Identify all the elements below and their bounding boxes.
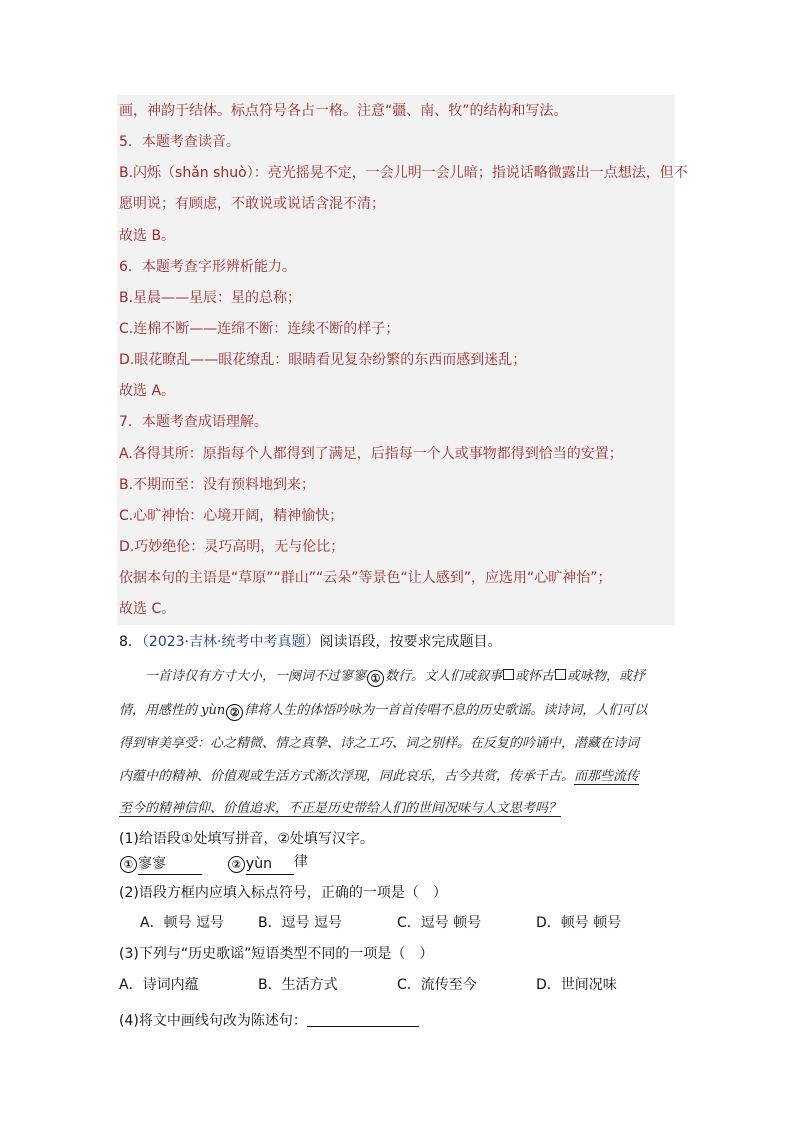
subquestion-3: (3)下列与“历史歌谣”短语类型不同的一项是（ ） — [119, 946, 434, 962]
answer-blank-1: 寥寥 — [138, 854, 202, 875]
answer-line-1: 画，神韵于结体。标点符号各占一格。注意“疆、南、牧”的结构和写法。 — [119, 103, 568, 119]
answer-line-5: 故选 B。 — [119, 228, 176, 244]
punctuation-box-2 — [555, 669, 566, 680]
answer-line-10: 故选 A。 — [119, 383, 176, 399]
subquestion-1: (1)给语段①处填写拼音，②处填写汉字。 — [119, 831, 374, 847]
passage-line-4: 内蕴中的精神、价值观或生活方式渐次浮现，同此哀乐，古今共赏，传承千古。而那些流传 — [119, 769, 640, 784]
answer-line-7: B.星晨——星辰：星的总称； — [119, 290, 302, 306]
subquestion-1-answer: ① 寥寥 ② yùn 律 — [119, 852, 308, 875]
answer-line-3: B.闪烁（shǎn shuò）：亮光摇晃不定，一会儿明一会儿暗；指说话略微露出一点想法，但不 — [119, 165, 688, 181]
answer-line-12: A.各得其所：原指每个人都得到了满足，后指每一个人或事物都得到恰当的安置； — [119, 446, 623, 462]
answer-line-15: D.巧妙绝伦：灵巧高明，无与伦比； — [119, 539, 345, 555]
underlined-sentence-part-1: 而那些流传 — [574, 769, 640, 784]
answer-marker-1: ① — [120, 856, 137, 873]
subquestion-3-option-c: C．流传至今 — [397, 977, 477, 993]
answer-line-14: C.心旷神怡：心境开阔，精神愉快； — [119, 508, 344, 524]
underlined-sentence-part-2: 至今的精神信仰、价值追求，不正是历史带给人们的世间况味与人文思考吗？ — [119, 801, 562, 816]
subquestion-2-option-a: A．顿号 逗号 — [140, 915, 225, 931]
answer-line-16: 依据本句的主语是“草原”“群山”“云朵”等景色“让人感到”，应选用“心旷神怡”； — [119, 570, 612, 586]
subquestion-2-option-c: C．逗号 顿号 — [397, 915, 482, 931]
blank-marker-1: ① — [367, 670, 384, 687]
answer-line-4: 愿明说；有顾虑，不敢说或说话含混不清； — [119, 196, 385, 212]
blank-marker-2: ② — [226, 704, 243, 721]
question-8-header — [119, 632, 501, 652]
subquestion-3-option-b: B．生活方式 — [258, 977, 338, 993]
passage-line-3: 得到审美享受：心之精微、情之真挚、诗之工巧、词之别样。在反复的吟诵中，潜藏在诗词 — [119, 736, 640, 751]
answer-blank-2: yùn — [246, 854, 294, 875]
subquestion-2: (2)语段方框内应填入标点符号，正确的一项是（ ） — [119, 885, 447, 901]
subquestion-3-option-a: A．诗词内蕴 — [119, 977, 199, 993]
answer-line-13: B.不期而至：没有预料地到来； — [119, 477, 316, 493]
passage-line-5 — [119, 797, 675, 816]
subquestion-4: (4)将文中画线句改为陈述句： — [119, 1011, 419, 1031]
answer-line-9: D.眼花瞭乱——眼花缭乱：眼睛看见复杂纷繁的东西而感到迷乱； — [119, 352, 527, 368]
question-number: 8． — [119, 634, 142, 650]
answer-line-2: 5．本题考查读音。 — [119, 134, 240, 150]
subquestion-2-option-d: D．顿号 顿号 — [536, 915, 622, 931]
subquestion-2-option-b: B．逗号 逗号 — [258, 915, 343, 931]
answer-line-17: 故选 C。 — [119, 601, 176, 617]
punctuation-box-1 — [503, 669, 514, 680]
passage-line-2: 情，用感性的 yùn ② 律将人生的体悟吟咏为一首首传唱不息的历史歌谣。读诗词，人们可以 — [119, 703, 648, 719]
answer-blank-4 — [307, 1012, 419, 1027]
answer-line-11: 7．本题考查成语理解。 — [119, 414, 268, 430]
answer-line-8: C.连棉不断——连绵不断：连续不断的样子； — [119, 321, 400, 337]
answer-line-6: 6．本题考查字形辨析能力。 — [119, 259, 296, 275]
question-instruction: 阅读语段，按要求完成题目。 — [319, 634, 502, 650]
passage-line-1: 一首诗仅有方寸大小，一阕词不过寥寥 ① 数行。文人们或叙事 或怀古 或咏物，或抒 — [145, 669, 646, 685]
subquestion-3-option-d: D．世间况味 — [536, 977, 617, 993]
answer-marker-2: ② — [228, 856, 245, 873]
question-source: （2023·吉林·统考中考真题） — [141, 634, 320, 650]
